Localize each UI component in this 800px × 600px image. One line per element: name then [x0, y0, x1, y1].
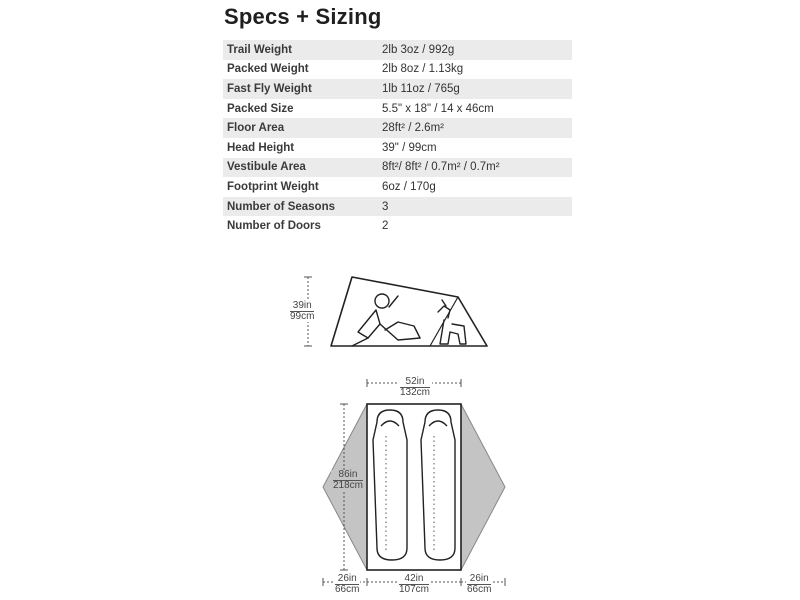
spec-label: Footprint Weight — [227, 180, 319, 193]
left-vestibule-cm: 66cm — [335, 584, 360, 595]
head-height-label — [290, 301, 314, 322]
head-width-cm: 132cm — [400, 387, 431, 398]
length-label — [331, 470, 365, 491]
length-cm: 218cm — [333, 480, 364, 491]
spec-value: 3 — [382, 200, 389, 213]
spec-value: 5.5" x 18" / 14 x 46cm — [382, 102, 494, 115]
spec-label: Number of Seasons — [227, 200, 335, 213]
spec-label: Fast Fly Weight — [227, 82, 312, 95]
spec-value: 2lb 8oz / 1.13kg — [382, 63, 464, 76]
foot-width-cm: 107cm — [399, 584, 430, 595]
left-vestibule-in: 26in — [335, 574, 359, 585]
head-width-label — [398, 377, 432, 398]
person-icon — [352, 294, 420, 346]
spec-value: 2lb 3oz / 992g — [382, 43, 455, 56]
foot-width-in: 42in — [399, 574, 429, 585]
page-title: Specs + Sizing — [224, 4, 382, 29]
spec-label: Floor Area — [227, 122, 285, 135]
right-vestibule — [461, 404, 505, 570]
head-height-cm: 99cm — [290, 311, 315, 322]
spec-label: Packed Size — [227, 102, 294, 115]
spec-value: 8ft²/ 8ft² / 0.7m² / 0.7m² — [382, 161, 500, 174]
left-vestibule-label — [334, 574, 360, 595]
spec-value: 2 — [382, 220, 389, 233]
right-vestibule-in: 26in — [467, 574, 491, 585]
spec-value: 1lb 11oz / 765g — [382, 82, 460, 95]
tent-side-profile — [331, 277, 487, 346]
right-vestibule-label — [466, 574, 492, 595]
spec-value: 28ft² / 2.6m² — [382, 122, 444, 135]
foot-width-label — [398, 574, 430, 595]
right-vestibule-cm: 66cm — [467, 584, 492, 595]
spec-label: Head Height — [227, 141, 295, 154]
spec-label: Trail Weight — [227, 43, 292, 56]
tent-body — [367, 404, 461, 570]
length-in: 86in — [333, 470, 363, 481]
spec-value: 6oz / 170g — [382, 180, 436, 193]
head-height-in: 39in — [290, 301, 314, 312]
head-width-in: 52in — [400, 377, 430, 388]
spec-label: Vestibule Area — [227, 161, 306, 174]
spec-value: 39" / 99cm — [382, 141, 437, 154]
spec-label: Packed Weight — [227, 63, 309, 76]
spec-label: Number of Doors — [227, 220, 321, 233]
